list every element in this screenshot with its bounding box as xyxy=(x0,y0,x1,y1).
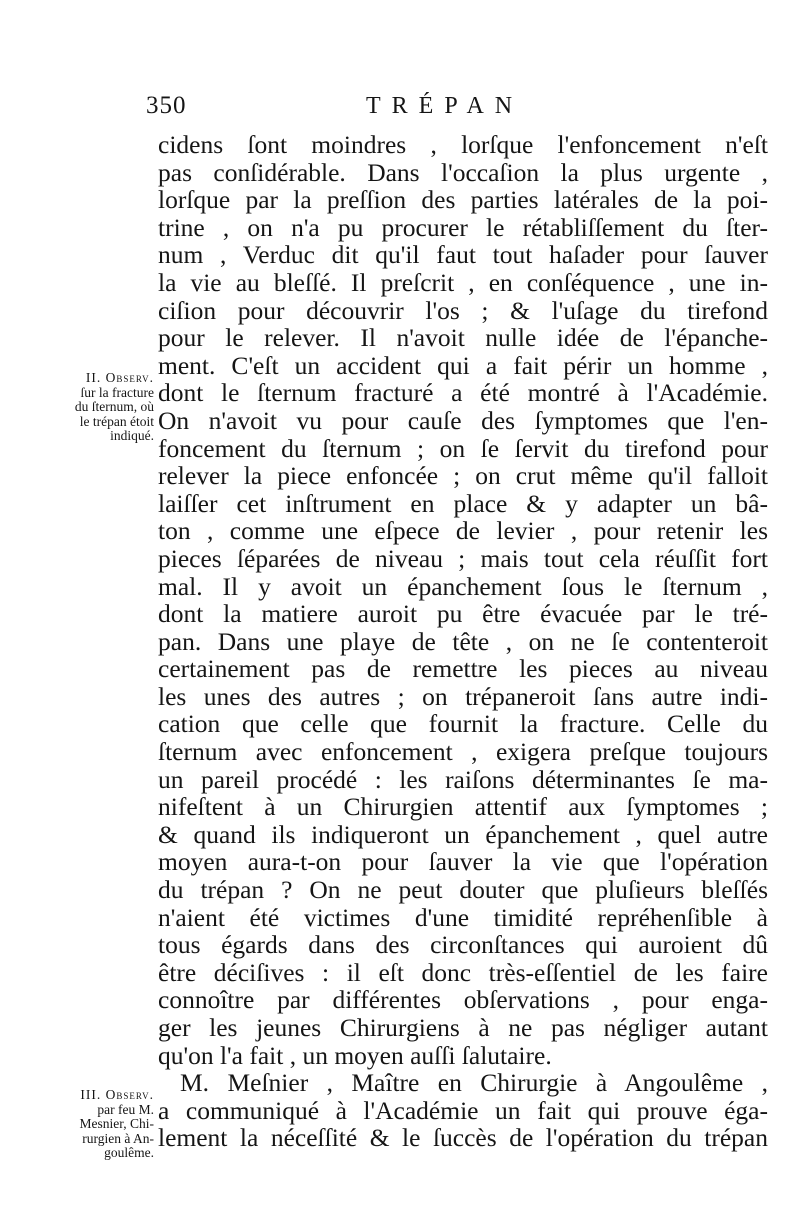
marginal-note-line: Mesnier, Chi- xyxy=(79,1116,154,1131)
marginal-note-line: du ſternum, où xyxy=(74,399,154,414)
marginal-note-observation-2 xyxy=(26,371,154,444)
text-line: les unes des autres ; on trépaneroit ſans autre indi- xyxy=(158,681,768,711)
text-line: foncement du ſternum ; on ſe ſervit du tirefond pour xyxy=(158,433,768,463)
text-line: a communiqué à l'Académie un fait qui prouve éga- xyxy=(158,1095,768,1125)
text-line: pieces ſéparées de niveau ; mais tout cela réuſſit fort xyxy=(158,543,768,573)
marginal-note-line: rurgien à An- xyxy=(82,1130,154,1146)
text-line: & quand ils indiqueront un épanchement , quel autre xyxy=(158,819,768,849)
text-line: M. Meſnier , Maître en Chirurgie à Angoulême , xyxy=(180,1068,768,1098)
marginal-note-observation-3 xyxy=(26,1088,154,1161)
text-line: cation que celle que fournit la fracture. Celle du xyxy=(158,709,768,739)
text-line: certainement pas de remettre les pieces au niveau xyxy=(158,654,768,684)
text-line: moyen aura-t-on pour ſauver la vie que l'opération xyxy=(158,847,768,877)
text-line: dont le ſternum fracturé a été montré à l'Académie. xyxy=(158,378,768,408)
text-line: num , Verduc dit qu'il faut tout haſader pour ſauver xyxy=(158,240,768,270)
page-number: 350 xyxy=(146,92,187,119)
marginal-note-line: indiqué. xyxy=(110,428,154,443)
text-line: mal. Il y avoit un épanchement ſous le ſternum , xyxy=(158,571,768,601)
text-line: lorſque par la preſſion des parties latérales de la poi- xyxy=(158,185,768,215)
text-line: tous égards dans des circonſtances qui auroient dû xyxy=(158,930,768,960)
text-line: du trépan ? On ne peut douter que pluſieurs bleſſés xyxy=(158,875,768,905)
text-line: pour le relever. Il n'avoit nulle idée de l'épanche- xyxy=(158,323,768,353)
marginal-note-line: III. Observ. xyxy=(80,1087,154,1102)
body-text xyxy=(158,131,768,1152)
text-line: ment. C'eſt un accident qui a fait périr un homme , xyxy=(158,350,768,380)
text-line: pas conſidérable. Dans l'occaſion la plus urgente , xyxy=(158,157,768,187)
marginal-note-line: II. Observ. xyxy=(85,370,154,385)
marginal-note-line: le trépan étoit xyxy=(79,413,154,429)
text-line: être déciſives : il eſt donc très-eſſentiel de les faire xyxy=(158,957,768,987)
text-line: lement la néceſſité & le ſuccès de l'opération du trépan xyxy=(158,1123,768,1153)
text-line: la vie au bleſſé. Il preſcrit , en conſéquence , une in- xyxy=(158,267,768,297)
text-line: un pareil procédé : les raiſons déterminantes ſe ma- xyxy=(158,764,768,794)
text-line: pan. Dans une playe de tête , on ne ſe contenteroit xyxy=(158,626,768,656)
text-line: cidens ſont moindres , lorſque l'enfoncement n'eſt xyxy=(158,130,768,159)
text-line: connoître par différentes obſervations , pour enga- xyxy=(158,985,768,1015)
marginal-note-line: ſur la fracture xyxy=(80,384,154,400)
marginal-note-line: par feu M. xyxy=(97,1101,154,1117)
text-line: trine , on n'a pu procurer le rétabliſſement du ſter- xyxy=(158,212,768,242)
text-line: ſternum avec enfoncement , exigera preſque toujours xyxy=(158,737,768,767)
text-line: nifeſtent à un Chirurgien attentif aux ſymptomes ; xyxy=(158,792,768,822)
text-line: ton , comme une eſpece de levier , pour retenir les xyxy=(158,516,768,546)
running-head: TRÉPAN xyxy=(366,93,524,119)
text-line: relever la piece enfoncée ; on crut même qu'il falloit xyxy=(158,461,768,491)
text-line: ger les jeunes Chirurgiens à ne pas négliger autant xyxy=(158,1013,768,1042)
text-line: n'aient été victimes d'une timidité repréhenſible à xyxy=(158,902,768,932)
marginal-note-line: goulême. xyxy=(104,1145,154,1160)
text-line: On n'avoit vu pour cauſe des ſymptomes que l'en- xyxy=(158,405,768,435)
text-line: qu'on l'a fait , un moyen auſſi ſalutaire. xyxy=(158,1040,552,1070)
text-line: dont la matiere auroit pu être évacuée par le tré- xyxy=(158,599,768,629)
text-line: ciſion pour découvrir l'os ; & l'uſage du tirefond xyxy=(158,295,768,325)
text-line: laiſſer cet inſtrument en place & y adapter un bâ- xyxy=(158,488,768,518)
